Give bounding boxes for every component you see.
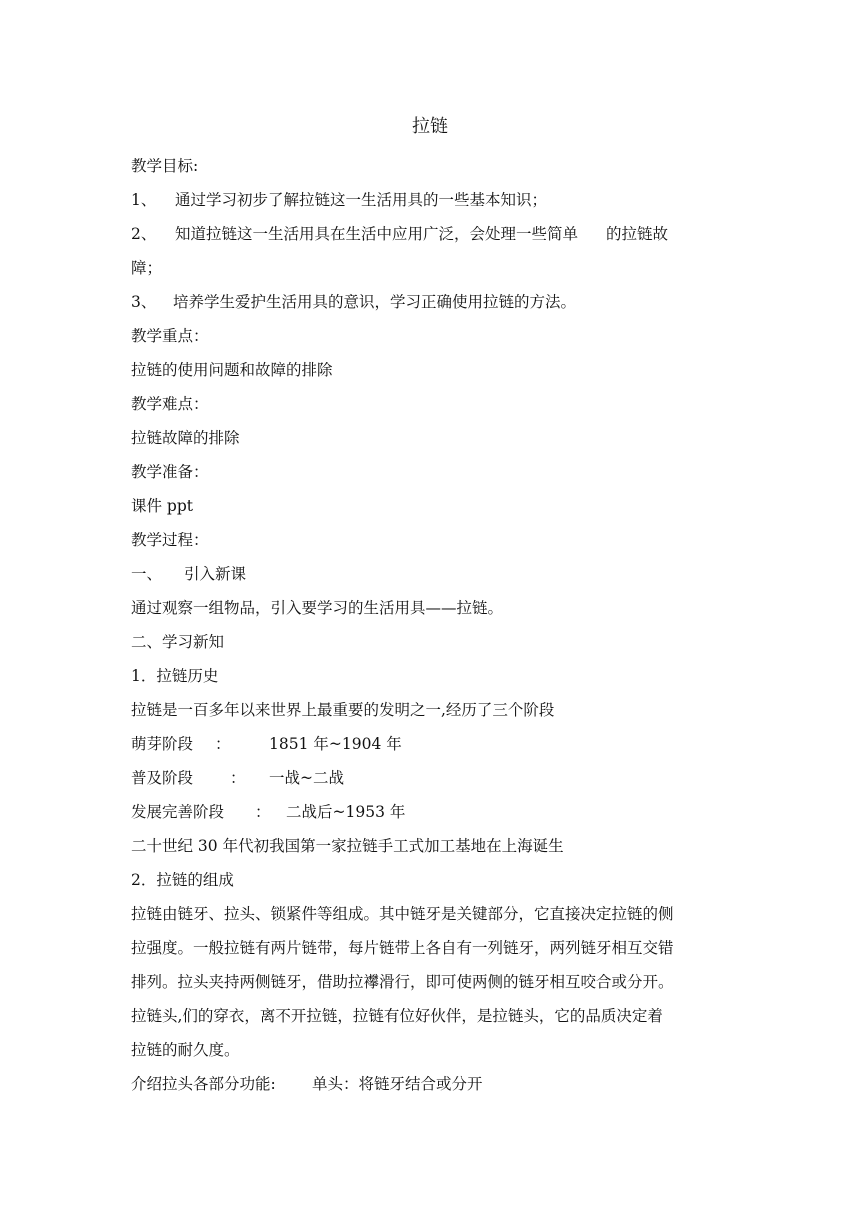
- stage-1-colon: ：: [215, 735, 231, 753]
- goal-1-number: 1、: [131, 191, 157, 209]
- key-points-heading: 教学重点：: [131, 327, 209, 345]
- stage-3-name: 发展完善阶段: [131, 803, 225, 821]
- goal-2-number: 2、: [131, 225, 157, 243]
- goal-2-continuation: 障；: [131, 259, 163, 277]
- section-2-heading: 二、学习新知: [131, 633, 225, 651]
- key-points-text: 拉链的使用问题和故障的排除: [131, 361, 333, 379]
- slider-functions-row: [131, 1073, 483, 1095]
- slider-functions-text: 单头：将链牙结合或分开: [312, 1075, 483, 1093]
- slider-functions-label: 介绍拉头各部分功能:: [131, 1075, 276, 1093]
- stage-1-period: 1851 年~1904 年: [269, 735, 402, 753]
- section-1-heading: [131, 563, 246, 585]
- stage-3-row: [131, 801, 405, 823]
- stage-2-colon: ：: [230, 769, 246, 787]
- difficult-points-heading: 教学难点：: [131, 395, 209, 413]
- subsection-1-heading: 1．拉链历史: [131, 667, 219, 685]
- preparation-heading: 教学准备：: [131, 463, 209, 481]
- subsection-2-heading: 2．拉链的组成: [131, 871, 234, 889]
- goal-item-3: [131, 291, 576, 313]
- composition-line-4: 拉链头,们的穿衣，离不开拉链，拉链有位好伙伴，是拉链头，它的品质决定着: [131, 1007, 663, 1025]
- history-note: 二十世纪 30 年代初我国第一家拉链手工式加工基地在上海诞生: [131, 837, 564, 855]
- composition-line-1: 拉链由链牙、拉头、锁紧件等组成。其中链牙是关键部分，它直接决定拉链的侧: [131, 905, 674, 923]
- goal-item-1: [131, 189, 547, 211]
- goal-1-text: 通过学习初步了解拉链这一生活用具的一些基本知识；: [175, 191, 548, 209]
- stage-2-row: [131, 767, 344, 789]
- goal-2-text-b: 的拉链故: [606, 225, 669, 243]
- section-1-text: 通过观察一组物品，引入要学习的生活用具——拉链。: [131, 599, 504, 617]
- stage-3-colon: ：: [255, 803, 271, 821]
- goal-3-text: 培养学生爱护生活用具的意识，学习正确使用拉链的方法。: [173, 293, 577, 311]
- document-title: 拉链: [412, 116, 448, 137]
- stage-1-row: [131, 733, 402, 755]
- stage-3-period: 二战后~1953 年: [286, 803, 406, 821]
- difficult-points-text: 拉链故障的排除: [131, 429, 240, 447]
- stage-2-period: 一战~二战: [269, 769, 344, 787]
- composition-line-2: 拉强度。一般拉链有两片链带，每片链带上各自有一列链牙，两列链牙相互交错: [131, 939, 674, 957]
- goal-2-text-a: 知道拉链这一生活用具在生活中应用广泛，会处理一些简单: [175, 225, 579, 243]
- goal-3-number: 3、: [131, 293, 157, 311]
- preparation-text: 课件 ppt: [131, 497, 194, 515]
- composition-line-5: 拉链的耐久度。: [131, 1041, 240, 1059]
- process-heading: 教学过程：: [131, 531, 209, 549]
- composition-line-3: 排列。拉头夹持两侧链牙，借助拉襻滑行，即可使两侧的链牙相互咬合或分开。: [131, 973, 674, 991]
- stage-2-name: 普及阶段: [131, 769, 194, 787]
- goals-heading: 教学目标:: [131, 157, 199, 175]
- stage-1-name: 萌芽阶段: [131, 735, 194, 753]
- section-1-number: 一、: [131, 565, 163, 583]
- goal-item-2: [131, 223, 668, 245]
- section-1-title: 引入新课: [184, 565, 247, 583]
- history-intro: 拉链是一百多年以来世界上最重要的发明之一,经历了三个阶段: [131, 701, 555, 719]
